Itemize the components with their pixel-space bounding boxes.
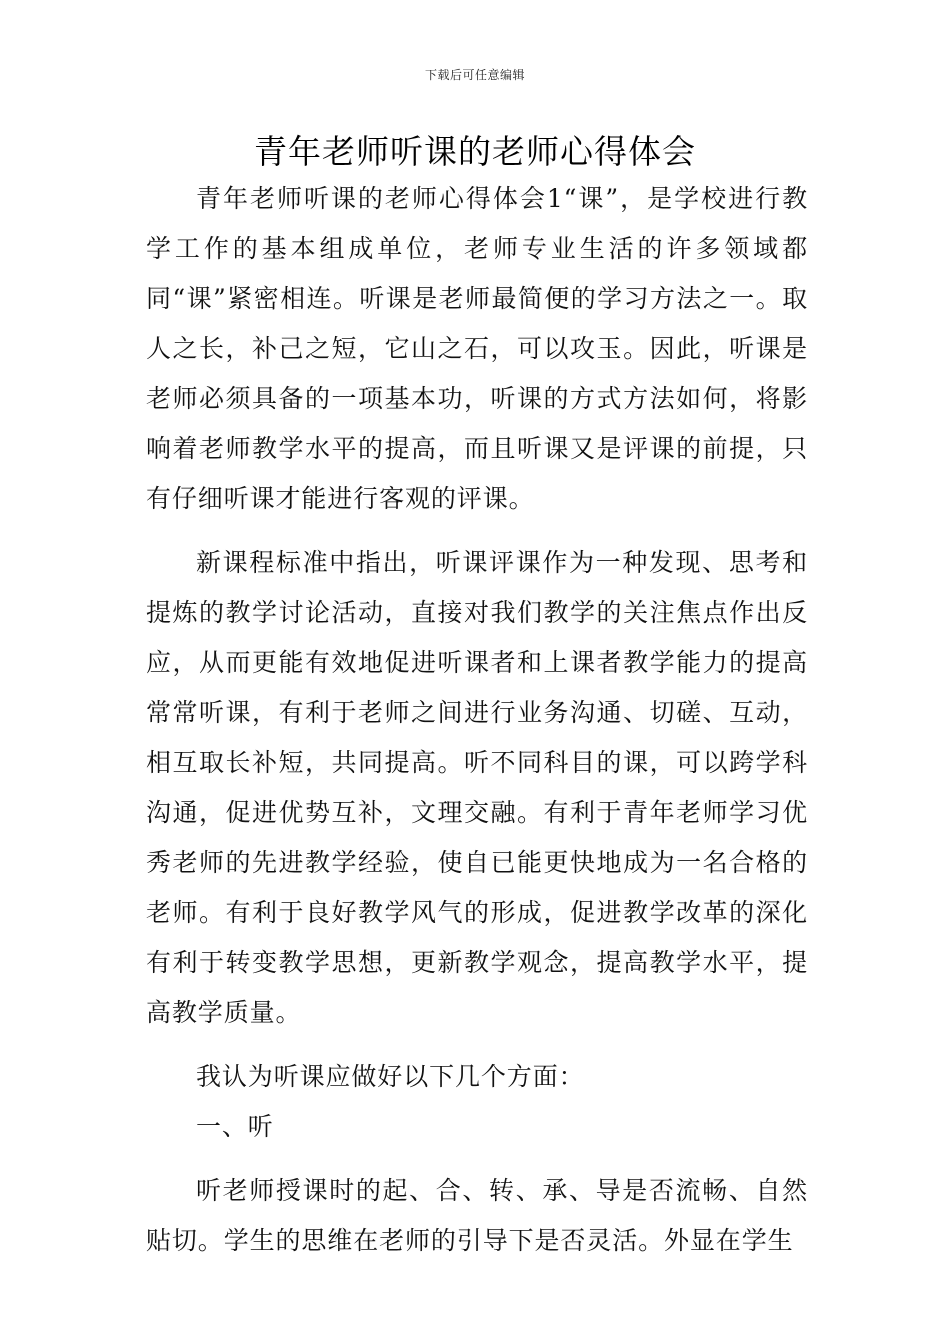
paragraph-curriculum-standard: 新课程标准中指出，听课评课作为一种发现、思考和提炼的教学讨论活动，直接对我们教学的关注焦点作出反应，从而更能有效地促进听课者和上课者教学能力的提高常常听课，有利于老师之间进行业务沟通、切磋、互动，相互取长补短，共同提高。听不同科目的课，可以跨学科沟通，促进优势互补，文理交融。有利于青年老师学习优秀老师的先进教学经验，使自已能更快地成为一名合格的老师。有利于良好教学风气的形成，促进教学改革的深化有利于转变教学思想，更新教学观念，提高教学水平，提高教学质量。: [146, 548, 808, 1027]
page-header-note: 下载后可任意编辑: [424, 68, 525, 82]
paragraph-aspects-intro: 我认为听课应做好以下几个方面：: [196, 1062, 585, 1091]
document-body: [146, 174, 808, 1266]
document-title: 青年老师听课的老师心得体会: [254, 132, 696, 171]
section-heading-listen: 一、听: [196, 1112, 274, 1141]
paragraph-intro: 青年老师听课的老师心得体会1“课”，是学校进行教学工作的基本组成单位，老师专业生活的许多领域都同“课”紧密相连。听课是老师最简便的学习方法之一。取人之长，补己之短，它山之石，可以攻玉。因此，听课是老师必须具备的一项基本功，听课的方式方法如何，将影响着老师教学水平的提高，而且听课又是评课的前提，只有仔细听课才能进行客观的评课。: [146, 184, 808, 513]
paragraph-listen-details: 听老师授课时的起、合、转、承、导是否流畅、自然贴切。学生的思维在老师的引导下是否灵活。外显在学生: [146, 1176, 808, 1255]
